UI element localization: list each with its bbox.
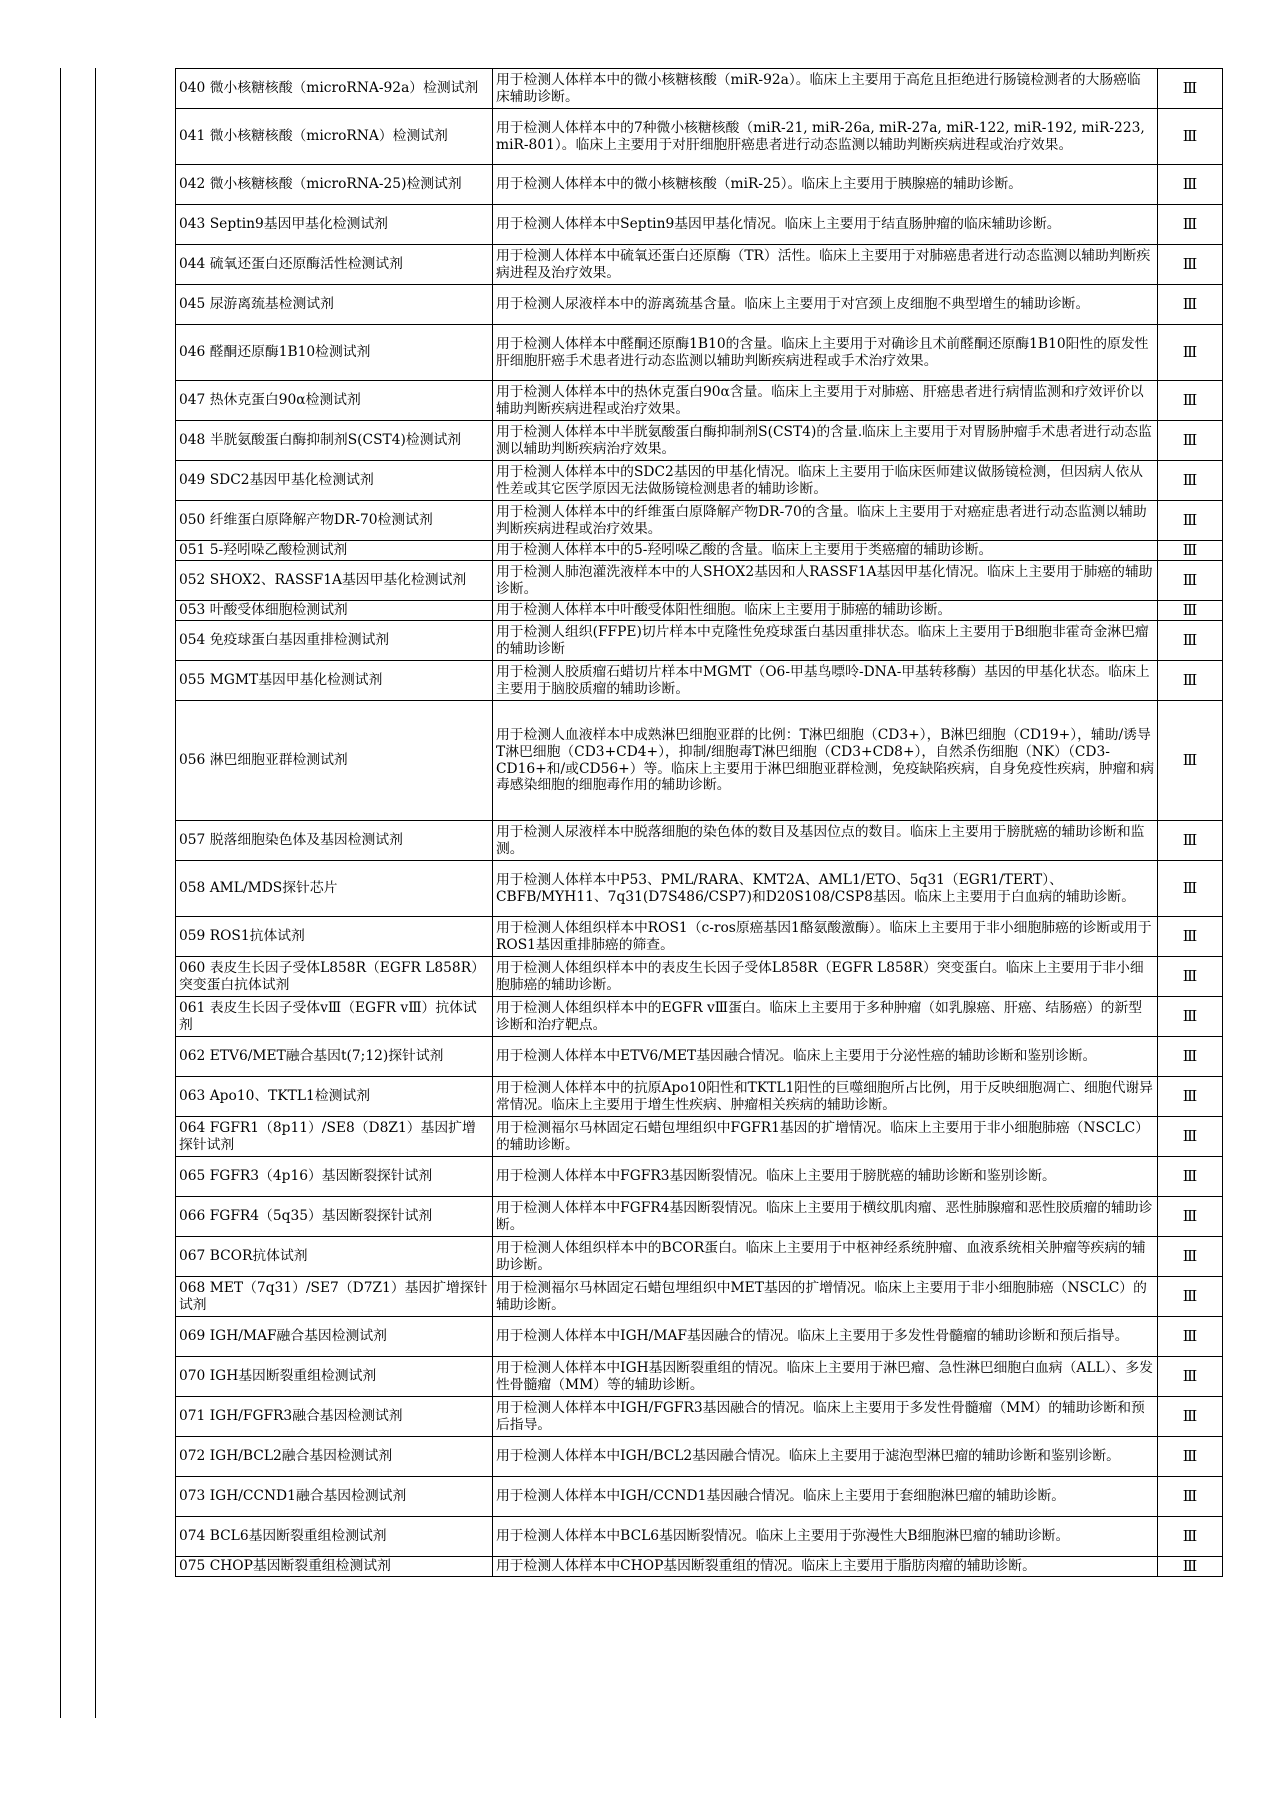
product-name-cell: 063 Apo10、TKTL1检测试剂 — [176, 1077, 493, 1117]
table-row — [176, 561, 1223, 601]
description-cell: 用于检测人血液样本中成熟淋巴细胞亚群的比例：T淋巴细胞（CD3+），B淋巴细胞（CD19+），辅助/诱导T淋巴细胞（CD3+CD4+），抑制/细胞毒T淋巴细胞（CD3+CD8+），自然杀伤细胞（NK）（CD3-CD16+和/或CD56+）等。临床上主要用于淋巴细胞亚群检测，免疫缺陷疾病，自身免疫性疾病，肿瘤和病毒感染细胞的细胞毒作用的辅助诊断。 — [493, 701, 1158, 821]
description-cell: 用于检测人体样本中IGH基因断裂重组的情况。临床上主要用于淋巴瘤、急性淋巴细胞白血病（ALL）、多发性骨髓瘤（MM）等的辅助诊断。 — [493, 1357, 1158, 1397]
description-cell: 用于检测人体样本中BCL6基因断裂情况。临床上主要用于弥漫性大B细胞淋巴瘤的辅助诊断。 — [493, 1517, 1158, 1557]
product-name-cell: 059 ROS1抗体试剂 — [176, 917, 493, 957]
description-cell: 用于检测人体样本中Septin9基因甲基化情况。临床上主要用于结直肠肿瘤的临床辅助诊断。 — [493, 205, 1158, 245]
description-cell: 用于检测人体样本中IGH/CCND1基因融合情况。临床上主要用于套细胞淋巴瘤的辅助诊断。 — [493, 1477, 1158, 1517]
class-cell: Ⅲ — [1158, 1117, 1223, 1157]
table-row — [176, 421, 1223, 461]
product-name-cell: 064 FGFR1（8p11）/SE8（D8Z1）基因扩增探针试剂 — [176, 1117, 493, 1157]
class-cell: Ⅲ — [1158, 381, 1223, 421]
class-cell: Ⅲ — [1158, 917, 1223, 957]
class-cell: Ⅲ — [1158, 1437, 1223, 1477]
table-row — [176, 997, 1223, 1037]
description-cell: 用于检测福尔马林固定石蜡包埋组织中MET基因的扩增情况。临床上主要用于非小细胞肺癌（NSCLC）的辅助诊断。 — [493, 1277, 1158, 1317]
table-row — [176, 1117, 1223, 1157]
product-name-cell: 044 硫氧还蛋白还原酶活性检测试剂 — [176, 245, 493, 285]
product-name-cell: 046 醛酮还原酶1B10检测试剂 — [176, 325, 493, 381]
table-row — [176, 381, 1223, 421]
product-name-cell: 060 表皮生长因子受体L858R（EGFR L858R）突变蛋白抗体试剂 — [176, 957, 493, 997]
class-cell: Ⅲ — [1158, 1197, 1223, 1237]
class-cell: Ⅲ — [1158, 1557, 1223, 1577]
class-cell: Ⅲ — [1158, 601, 1223, 621]
class-cell: Ⅲ — [1158, 1517, 1223, 1557]
product-name-cell: 050 纤维蛋白原降解产物DR-70检测试剂 — [176, 501, 493, 541]
table-row — [176, 69, 1223, 109]
description-cell: 用于检测人胶质瘤石蜡切片样本中MGMT（O6-甲基鸟嘌呤-DNA-甲基转移酶）基因的甲基化状态。临床上主要用于脑胶质瘤的辅助诊断。 — [493, 661, 1158, 701]
description-cell: 用于检测人肺泡灌洗液样本中的人SHOX2基因和人RASSF1A基因甲基化情况。临床上主要用于肺癌的辅助诊断。 — [493, 561, 1158, 601]
table-row — [176, 1237, 1223, 1277]
description-cell: 用于检测人体样本中的5-羟吲哚乙酸的含量。临床上主要用于类癌瘤的辅助诊断。 — [493, 541, 1158, 561]
description-cell: 用于检测人体样本中的微小核糖核酸（miR-25）。临床上主要用于胰腺癌的辅助诊断。 — [493, 165, 1158, 205]
product-name-cell: 053 叶酸受体细胞检测试剂 — [176, 601, 493, 621]
table-row — [176, 661, 1223, 701]
table-row — [176, 541, 1223, 561]
description-cell: 用于检测人体样本中醛酮还原酶1B10的含量。临床上主要用于对确诊且术前醛酮还原酶1B10阳性的原发性肝细胞肝癌手术患者进行动态监测以辅助判断疾病进程或手术治疗效果。 — [493, 325, 1158, 381]
table-row — [176, 1277, 1223, 1317]
table-row — [176, 501, 1223, 541]
description-cell: 用于检测人体样本中FGFR4基因断裂情况。临床上主要用于横纹肌肉瘤、恶性肺腺瘤和恶性胶质瘤的辅助诊断。 — [493, 1197, 1158, 1237]
margin-line-right — [95, 68, 96, 1718]
product-name-cell: 065 FGFR3（4p16）基因断裂探针试剂 — [176, 1157, 493, 1197]
class-cell: Ⅲ — [1158, 69, 1223, 109]
table-row — [176, 1397, 1223, 1437]
product-name-cell: 068 MET（7q31）/SE7（D7Z1）基因扩增探针试剂 — [176, 1277, 493, 1317]
table-row — [176, 325, 1223, 381]
table-row — [176, 1517, 1223, 1557]
table-row — [176, 1437, 1223, 1477]
description-cell: 用于检测人体样本中叶酸受体阳性细胞。临床上主要用于肺癌的辅助诊断。 — [493, 601, 1158, 621]
class-cell: Ⅲ — [1158, 541, 1223, 561]
description-cell: 用于检测人体样本中的SDC2基因的甲基化情况。临床上主要用于临床医师建议做肠镜检测，但因病人依从性差或其它医学原因无法做肠镜检测患者的辅助诊断。 — [493, 461, 1158, 501]
table-row — [176, 205, 1223, 245]
product-name-cell: 071 IGH/FGFR3融合基因检测试剂 — [176, 1397, 493, 1437]
product-name-cell: 074 BCL6基因断裂重组检测试剂 — [176, 1517, 493, 1557]
product-name-cell: 075 CHOP基因断裂重组检测试剂 — [176, 1557, 493, 1577]
table-row — [176, 861, 1223, 917]
table-row — [176, 1037, 1223, 1077]
product-name-cell: 067 BCOR抗体试剂 — [176, 1237, 493, 1277]
description-cell: 用于检测人体样本中CHOP基因断裂重组的情况。临床上主要用于脂肪肉瘤的辅助诊断。 — [493, 1557, 1158, 1577]
class-cell: Ⅲ — [1158, 621, 1223, 661]
class-cell: Ⅲ — [1158, 1397, 1223, 1437]
class-cell: Ⅲ — [1158, 325, 1223, 381]
class-cell: Ⅲ — [1158, 461, 1223, 501]
description-cell: 用于检测人体样本中的热休克蛋白90α含量。临床上主要用于对肺癌、肝癌患者进行病情监测和疗效评价以辅助判断疾病进程或治疗效果。 — [493, 381, 1158, 421]
table-row — [176, 245, 1223, 285]
table-row — [176, 1077, 1223, 1117]
class-cell: Ⅲ — [1158, 109, 1223, 165]
description-cell: 用于检测人尿液样本中脱落细胞的染色体的数目及基因位点的数目。临床上主要用于膀胱癌的辅助诊断和监测。 — [493, 821, 1158, 861]
class-cell: Ⅲ — [1158, 205, 1223, 245]
class-cell: Ⅲ — [1158, 1037, 1223, 1077]
margin-line-left — [60, 68, 61, 1718]
class-cell: Ⅲ — [1158, 1317, 1223, 1357]
table-row — [176, 621, 1223, 661]
table-row — [176, 285, 1223, 325]
description-cell: 用于检测人体样本中FGFR3基因断裂情况。临床上主要用于膀胱癌的辅助诊断和鉴别诊断。 — [493, 1157, 1158, 1197]
product-name-cell: 072 IGH/BCL2融合基因检测试剂 — [176, 1437, 493, 1477]
product-name-cell: 051 5-羟吲哚乙酸检测试剂 — [176, 541, 493, 561]
class-cell: Ⅲ — [1158, 861, 1223, 917]
product-name-cell: 069 IGH/MAF融合基因检测试剂 — [176, 1317, 493, 1357]
class-cell: Ⅲ — [1158, 1477, 1223, 1517]
table-row — [176, 1157, 1223, 1197]
description-cell: 用于检测福尔马林固定石蜡包埋组织中FGFR1基因的扩增情况。临床上主要用于非小细胞肺癌（NSCLC）的辅助诊断。 — [493, 1117, 1158, 1157]
table-row — [176, 957, 1223, 997]
reagent-classification-table — [175, 68, 1223, 1577]
table-row — [176, 917, 1223, 957]
product-name-cell: 052 SHOX2、RASSF1A基因甲基化检测试剂 — [176, 561, 493, 601]
description-cell: 用于检测人体样本中的抗原Apo10阳性和TKTL1阳性的巨噬细胞所占比例，用于反映细胞凋亡、细胞代谢异常情况。临床上主要用于增生性疾病、肿瘤相关疾病的辅助诊断。 — [493, 1077, 1158, 1117]
table-row — [176, 1197, 1223, 1237]
class-cell: Ⅲ — [1158, 245, 1223, 285]
table-row — [176, 701, 1223, 821]
table-row — [176, 1357, 1223, 1397]
table-row — [176, 1317, 1223, 1357]
table-row — [176, 821, 1223, 861]
class-cell: Ⅲ — [1158, 1277, 1223, 1317]
class-cell: Ⅲ — [1158, 165, 1223, 205]
description-cell: 用于检测人体组织样本中的EGFR vⅢ蛋白。临床上主要用于多种肿瘤（如乳腺癌、肝癌、结肠癌）的新型诊断和治疗靶点。 — [493, 997, 1158, 1037]
class-cell: Ⅲ — [1158, 661, 1223, 701]
description-cell: 用于检测人体组织样本中ROS1（c-ros原癌基因1酪氨酸激酶）。临床上主要用于非小细胞肺癌的诊断或用于ROS1基因重排肺癌的筛查。 — [493, 917, 1158, 957]
class-cell: Ⅲ — [1158, 421, 1223, 461]
description-cell: 用于检测人体样本中IGH/BCL2基因融合情况。临床上主要用于滤泡型淋巴瘤的辅助诊断和鉴别诊断。 — [493, 1437, 1158, 1477]
class-cell: Ⅲ — [1158, 701, 1223, 821]
product-name-cell: 066 FGFR4（5q35）基因断裂探针试剂 — [176, 1197, 493, 1237]
product-name-cell: 045 尿游离巯基检测试剂 — [176, 285, 493, 325]
product-name-cell: 056 淋巴细胞亚群检测试剂 — [176, 701, 493, 821]
description-cell: 用于检测人体样本中的微小核糖核酸（miR-92a）。临床上主要用于高危且拒绝进行肠镜检测者的大肠癌临床辅助诊断。 — [493, 69, 1158, 109]
class-cell: Ⅲ — [1158, 821, 1223, 861]
product-name-cell: 073 IGH/CCND1融合基因检测试剂 — [176, 1477, 493, 1517]
table-row — [176, 1557, 1223, 1577]
table-row — [176, 1477, 1223, 1517]
product-name-cell: 041 微小核糖核酸（microRNA）检测试剂 — [176, 109, 493, 165]
description-cell: 用于检测人体样本中的纤维蛋白原降解产物DR-70的含量。临床上主要用于对癌症患者进行动态监测以辅助判断疾病进程或治疗效果。 — [493, 501, 1158, 541]
class-cell: Ⅲ — [1158, 501, 1223, 541]
class-cell: Ⅲ — [1158, 997, 1223, 1037]
description-cell: 用于检测人体样本中半胱氨酸蛋白酶抑制剂S(CST4)的含量.临床上主要用于对胃肠肿瘤手术患者进行动态监测以辅助判断疾病治疗效果。 — [493, 421, 1158, 461]
product-name-cell: 057 脱落细胞染色体及基因检测试剂 — [176, 821, 493, 861]
class-cell: Ⅲ — [1158, 1237, 1223, 1277]
product-name-cell: 042 微小核糖核酸（microRNA-25)检测试剂 — [176, 165, 493, 205]
product-name-cell: 043 Septin9基因甲基化检测试剂 — [176, 205, 493, 245]
description-cell: 用于检测人组织(FFPE)切片样本中克隆性免疫球蛋白基因重排状态。临床上主要用于B细胞非霍奇金淋巴瘤的辅助诊断 — [493, 621, 1158, 661]
product-name-cell: 049 SDC2基因甲基化检测试剂 — [176, 461, 493, 501]
description-cell: 用于检测人体组织样本中的表皮生长因子受体L858R（EGFR L858R）突变蛋白。临床上主要用于非小细胞肺癌的辅助诊断。 — [493, 957, 1158, 997]
description-cell: 用于检测人体样本中IGH/FGFR3基因融合的情况。临床上主要用于多发性骨髓瘤（MM）的辅助诊断和预后指导。 — [493, 1397, 1158, 1437]
product-name-cell: 054 免疫球蛋白基因重排检测试剂 — [176, 621, 493, 661]
product-name-cell: 058 AML/MDS探针芯片 — [176, 861, 493, 917]
product-name-cell: 070 IGH基因断裂重组检测试剂 — [176, 1357, 493, 1397]
description-cell: 用于检测人体样本中P53、PML/RARA、KMT2A、AML1/ETO、5q31（EGR1/TERT）、CBFB/MYH11、7q31(D7S486/CSP7)和D20S108/CSP8基因。临床上主要用于白血病的辅助诊断。 — [493, 861, 1158, 917]
product-name-cell: 040 微小核糖核酸（microRNA-92a）检测试剂 — [176, 69, 493, 109]
description-cell: 用于检测人尿液样本中的游离巯基含量。临床上主要用于对宫颈上皮细胞不典型增生的辅助诊断。 — [493, 285, 1158, 325]
description-cell: 用于检测人体样本中硫氧还蛋白还原酶（TR）活性。临床上主要用于对肺癌患者进行动态监测以辅助判断疾病进程及治疗效果。 — [493, 245, 1158, 285]
product-name-cell: 048 半胱氨酸蛋白酶抑制剂S(CST4)检测试剂 — [176, 421, 493, 461]
class-cell: Ⅲ — [1158, 1157, 1223, 1197]
class-cell: Ⅲ — [1158, 561, 1223, 601]
product-name-cell: 047 热休克蛋白90α检测试剂 — [176, 381, 493, 421]
table-row — [176, 165, 1223, 205]
product-name-cell: 061 表皮生长因子受体vⅢ（EGFR vⅢ）抗体试剂 — [176, 997, 493, 1037]
class-cell: Ⅲ — [1158, 285, 1223, 325]
class-cell: Ⅲ — [1158, 1077, 1223, 1117]
product-name-cell: 055 MGMT基因甲基化检测试剂 — [176, 661, 493, 701]
table-body — [176, 69, 1223, 1577]
table-row — [176, 109, 1223, 165]
table-row — [176, 461, 1223, 501]
description-cell: 用于检测人体样本中ETV6/MET基因融合情况。临床上主要用于分泌性癌的辅助诊断和鉴别诊断。 — [493, 1037, 1158, 1077]
product-name-cell: 062 ETV6/MET融合基因t(7;12)探针试剂 — [176, 1037, 493, 1077]
description-cell: 用于检测人体组织样本中的BCOR蛋白。临床上主要用于中枢神经系统肿瘤、血液系统相关肿瘤等疾病的辅助诊断。 — [493, 1237, 1158, 1277]
class-cell: Ⅲ — [1158, 957, 1223, 997]
class-cell: Ⅲ — [1158, 1357, 1223, 1397]
description-cell: 用于检测人体样本中的7种微小核糖核酸（miR-21, miR-26a, miR-27a, miR-122, miR-192, miR-223, miR-801）。临床上主要用于对肝细胞肝癌患者进行动态监测以辅助判断疾病进程或治疗效果。 — [493, 109, 1158, 165]
table-row — [176, 601, 1223, 621]
description-cell: 用于检测人体样本中IGH/MAF基因融合的情况。临床上主要用于多发性骨髓瘤的辅助诊断和预后指导。 — [493, 1317, 1158, 1357]
